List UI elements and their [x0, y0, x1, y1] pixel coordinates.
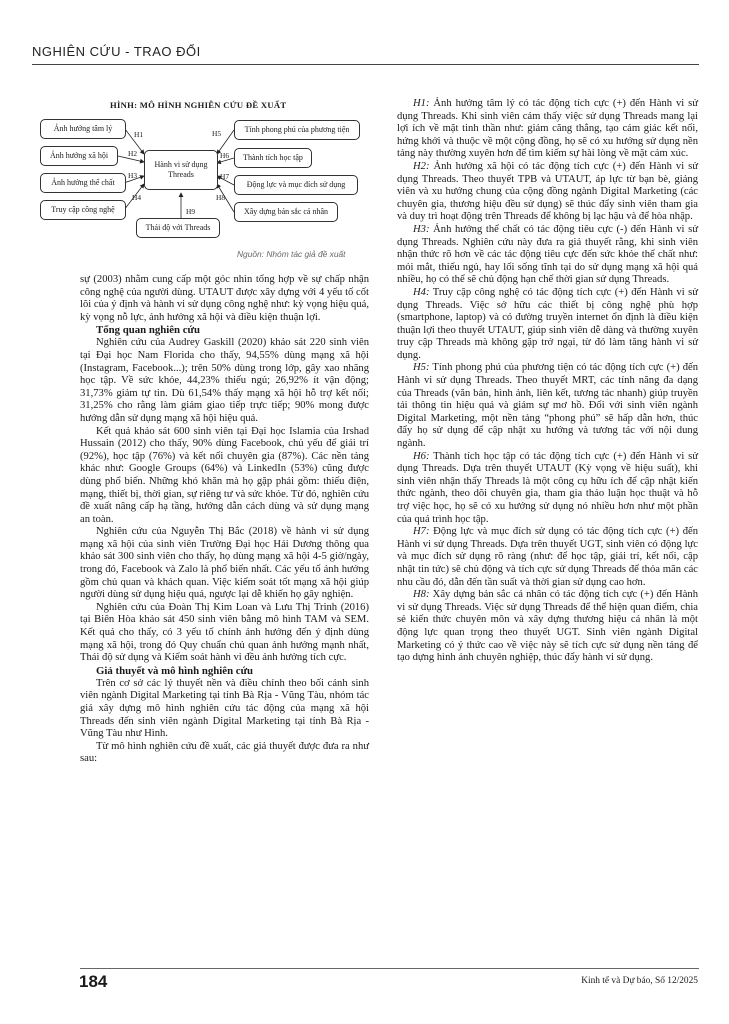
- paragraph: Trên cơ sở các lý thuyết nền và điều chỉnh theo bối cảnh sinh viên ngành Digital Marketing tại tỉnh Bà Rịa - Vũng Tàu, nhóm tác giả xây dựng mô hình nghiên cứu tác động của mạng xã hội Threads đến sinh viên ngành Digital Marketing tại tỉnh Bà Rịa - Vũng Tàu như Hình.: [80, 677, 369, 740]
- hypothesis-h6: [397, 451, 698, 527]
- hypothesis-text: Ảnh hưởng xã hội có tác động tích cực (+) đến Hành vi sử dụng Threads. Theo thuyết TPB và UTAUT, áp lực từ bạn bè, giảng viên và xu hướng chung của cộng đồng ngành Digital Marketing (các chuyên gia, thương hiệu đều sử dụng) sẽ thúc đẩy sinh viên tham gia và duy trì hoạt động trên Threads để không bị lạc hậu và để hòa nhập.: [397, 160, 698, 223]
- label-h4: H4: [132, 193, 142, 202]
- journal-citation: Kinh tế và Dự báo, Số 12/2025: [581, 976, 698, 986]
- box-media-richness: Tính phong phú của phương tiện: [234, 120, 360, 140]
- hypothesis-text: Tính phong phú của phương tiện có tác động tích cực (+) đến Hành vi sử dụng Threads. Theo thuyết MRT, các tính năng đa dạng của Threads (văn bản, hình ảnh, liên kết, tương tác nhanh) giúp truyền tải thông tin hiệu quả và giảm sự mơ hồ. Đối với sinh viên ngành Digital Marketing, một nền tảng “phong phú” sẽ hấp dẫn hơn, thúc đẩy họ sử dụng để cập nhật xu hướng và tương tác với nội dung ngành.: [397, 362, 698, 450]
- hypothesis-label: H1:: [413, 98, 430, 109]
- left-column: [80, 274, 369, 766]
- label-h6: H6: [220, 151, 230, 160]
- figure-title: HÌNH: MÔ HÌNH NGHIÊN CỨU ĐỀ XUẤT: [110, 100, 287, 110]
- label-h1: H1: [134, 130, 144, 139]
- hypothesis-text: Xây dựng bản sắc cá nhân có tác động tích cực (+) đến Hành vi sử dụng Threads. Việc sử dụng Threads để thể hiện quan điểm, chia sẻ kiến thức chuyên môn và xây dựng thương hiệu cá nhân là một động lực quan trọng theo thuyết UGT. Sinh viên ngành Digital Marketing có ý thức cao về việc này sẽ tích cực sử dụng nền tảng để tạo dựng hình ảnh chuyên nghiệp, thúc đẩy hành vi sử dụng.: [397, 589, 698, 664]
- paragraph: Nghiên cứu của Nguyễn Thị Bắc (2018) về hành vi sử dụng mạng xã hội của sinh viên Trường Đại học Hải Dương thông qua khảo sát 300 sinh viên cho thấy, họ dùng mạng xã hội 4-5 giờ/ngày, trong đó, Facebook và Zalo là phổ biến nhất. Các yếu tố ảnh hưởng gồm chủ quan và khách quan. Việc kiểm soát tốt mạng xã hội giúp người dùng sử dụng hiệu quả, ngược lại dễ khiến họ gây nghiện.: [80, 526, 369, 601]
- hypothesis-h5: [397, 362, 698, 450]
- label-h2: H2: [128, 149, 138, 158]
- hypothesis-label: H2:: [413, 160, 430, 172]
- hypothesis-label: H6:: [413, 450, 430, 462]
- hypothesis-text: Ảnh hưởng thể chất có tác động tiêu cực (-) đến Hành vi sử dụng Threads. Nghiên cứu này đưa ra giả thuyết rằng, khi sinh viên nhận thức rõ hơn về các tác động tiêu cực đến sức khỏe thể chất như: mỏi mắt, thiếu ngủ, hay lối sống tĩnh tại do sử dụng mạng xã hội quá nhiều, họ có thể sẽ chủ động hạn chế thời gian sử dụng Threads.: [397, 223, 698, 286]
- box-academic-performance: Thành tích học tập: [234, 148, 312, 168]
- box-technology-access: Truy cập công nghệ: [40, 200, 126, 220]
- label-h3: H3: [128, 171, 138, 180]
- box-threads-usage-behavior: Hành vi sử dụng Threads: [144, 150, 218, 190]
- box-attitude-threads: Thái độ với Threads: [136, 218, 220, 238]
- hypothesis-text: Thành tích học tập có tác động tích cực (+) đến Hành vi sử dụng Threads. Dựa trên thuyết UTAUT (Kỳ vọng về hiệu suất), khi sinh viên nhận thấy Threads là một công cụ hữu ích để cập nhật kiến thức ngành, theo dõi chuyên gia, tham gia thảo luận học thuật và hỗ trợ việc học, họ sẽ có xu hướng sử dụng nó nhiều hơn như một phần của quá trình học tập.: [397, 450, 698, 525]
- hypothesis-h7: [397, 526, 698, 589]
- label-h5: H5: [212, 129, 222, 138]
- box-personal-identity: Xây dựng bản sắc cá nhân: [234, 202, 338, 222]
- paragraph: Từ mô hình nghiên cứu đề xuất, các giả thuyết được đưa ra như sau:: [80, 740, 369, 765]
- section-heading-hypotheses: Giả thuyết và mô hình nghiên cứu: [96, 664, 254, 677]
- hypothesis-text: Động lực và mục đích sử dụng có tác động tích cực (+) đến Hành vi sử dụng Threads. Dựa trên thuyết UGT, sinh viên có động lực và mục đích sử dụng rõ ràng (như: để học tập, giải trí, kết nối, cập nhật tin tức) sẽ chủ động và tích cực sử dụng Threads để thỏa mãn các nhu cầu đó, dẫn đến tần suất và thời gian sử dụng cao hơn.: [397, 526, 698, 588]
- research-model-figure: [36, 112, 371, 242]
- figure-source: Nguồn: Nhóm tác giả đề xuất: [237, 249, 346, 259]
- label-h7: H7: [220, 172, 230, 181]
- right-column: [397, 98, 698, 665]
- paragraph: Nghiên cứu của Audrey Gaskill (2020) khảo sát 220 sinh viên tại Đại học Nam Florida cho thấy, 94,55% dùng mạng xã hội (Instagram, Facebook...); trên 50% dùng trong lớp, gây xao nhãng học tập. Về sức khỏe, 44,23% thiếu ngủ; 26,92% ít vận động; 31,73% giảm tự tin. Dù 61,54% thấy mạng xã hội hỗ trợ kết nối; 31,25% cho rằng làm giảm giao tiếp trực tiếp; 90% mong được hướng dẫn sử dụng mạng xã hội hiệu quả.: [80, 337, 369, 424]
- paragraph: sự (2003) nhằm cung cấp một góc nhìn tổng hợp về sự chấp nhận công nghệ của người dùng. UTAUT được xây dựng với 4 yếu tố cốt lõi của ý định và hành vi sử dụng công nghệ như: kỳ vọng hiệu quả, kỳ vọng nỗ lực, ảnh hưởng xã hội và điều kiện thuận lợi.: [80, 274, 369, 323]
- hypothesis-label: H8:: [413, 589, 430, 601]
- hypothesis-label: H3:: [413, 223, 430, 235]
- hypothesis-h2: [397, 161, 698, 224]
- hypothesis-text: Ảnh hưởng tâm lý có tác động tích cực (+) đến Hành vi sử dụng Threads. Khi sinh viên cảm thấy việc sử dụng Threads mang lại lợi ích về mặt tinh thần như: giảm căng thẳng, tạo cảm giác kết nối, hứng khởi và thuộc về một cộng đồng, họ sẽ có xu hướng sử dụng nền tảng này thường xuyên hơn để tìm kiếm sự hài lòng về mặt cảm xúc.: [397, 98, 698, 160]
- hypothesis-label: H4:: [413, 286, 430, 298]
- hypothesis-label: H5:: [413, 362, 430, 374]
- section-header: NGHIÊN CỨU - TRAO ĐỔI: [32, 44, 201, 59]
- hypothesis-h4: [397, 287, 698, 363]
- footer-rule: [80, 968, 699, 969]
- box-physical-influence: Ảnh hưởng thể chất: [40, 173, 126, 193]
- hypothesis-h8: [397, 589, 698, 665]
- page-number: 184: [79, 972, 108, 991]
- header-rule: [32, 64, 699, 65]
- label-h8: H8: [216, 193, 226, 202]
- hypothesis-text: Truy cập công nghệ có tác động tích cực (+) đến Hành vi sử dụng Threads. Việc sở hữu các thiết bị công nghệ phù hợp (smartphone, laptop) và có đường truyền internet ổn định là điều kiện thuận lợi theo thuyết UTAUT, giúp sinh viên dễ dàng và thường xuyên truy cập Threads mà không gặp trở ngại, từ đó làm tăng hành vi sử dụng.: [397, 286, 698, 361]
- hypothesis-h3: [397, 224, 698, 287]
- paragraph: Nghiên cứu của Đoàn Thị Kim Loan và Lưu Thị Trinh (2016) tại Biên Hòa khảo sát 450 sinh viên bằng mô hình TAM và SEM. Kết quả cho thấy, có 3 yếu tố chính ảnh hưởng đến ý định dùng mạng xã hội, trong đó Quy chuẩn chủ quan ảnh hưởng mạnh nhất, Thái độ sử dụng và Kiểm soát hành vi đều ảnh hưởng tích cực.: [80, 601, 369, 664]
- hypothesis-label: H7:: [413, 526, 430, 538]
- hypothesis-h1: [397, 98, 698, 161]
- box-psychological-influence: Ảnh hưởng tâm lý: [40, 119, 126, 139]
- box-social-influence: Ảnh hưởng xã hội: [40, 146, 118, 166]
- label-h9: H9: [186, 207, 196, 216]
- paragraph: Kết quả khảo sát 600 sinh viên tại Đại học Islamia của Irshad Hussain (2012) cho thấy, 90% dùng Facebook, chủ yếu để giải trí (92%), học tập (76%) và kết nối chuyên gia (87%). Các nền tảng khác như: Google Groups (64%) và LinkedIn (53%) cũng được dùng phổ biến. Những khó khăn mà họ gặp phải gồm: thiếu điện, mạng, thiết bị, thời gian, sự riêng tư và sức khỏe. Từ đó, nghiên cứu đề xuất nâng cấp hạ tầng, hướng dẫn cách dùng và sử dụng mạng an toàn.: [80, 425, 369, 525]
- box-motivation-purpose: Động lực và mục đích sử dụng: [234, 175, 358, 195]
- section-heading-literature-review: Tổng quan nghiên cứu: [96, 324, 200, 337]
